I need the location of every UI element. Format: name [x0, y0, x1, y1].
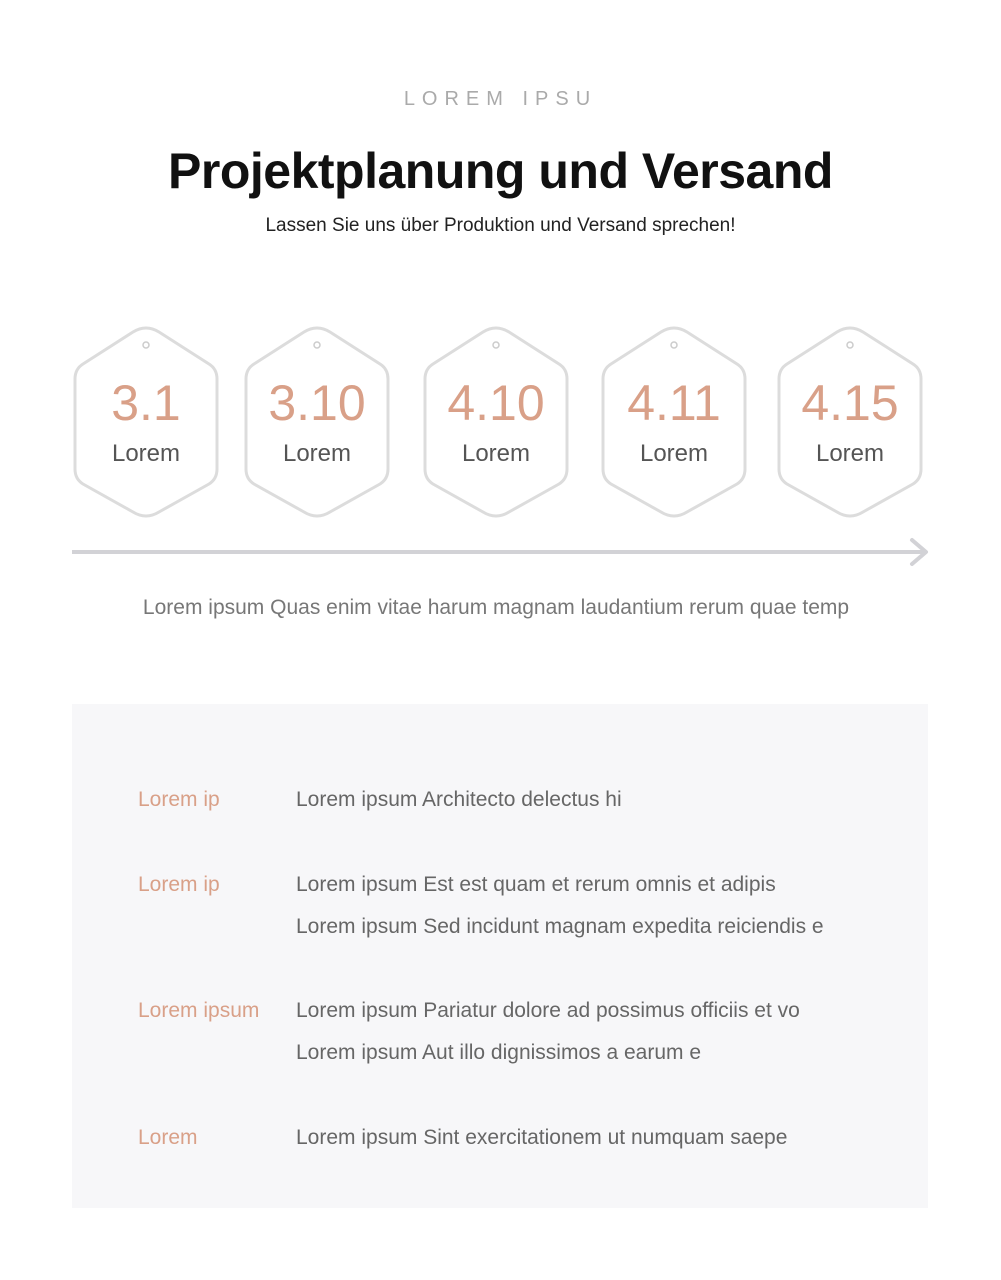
detail-key: Lorem ip — [138, 788, 220, 811]
milestone-hexagon — [242, 322, 392, 520]
milestone-date: 4.10 — [447, 375, 545, 431]
timeline-caption: Lorem ipsum Quas enim vitae harum magnam laudantium rerum quae temp — [142, 596, 850, 619]
detail-key: Lorem ipsum — [138, 999, 260, 1022]
milestone-date: 4.11 — [627, 375, 721, 431]
detail-key: Lorem ip — [138, 873, 220, 896]
page-subtitle: Lassen Sie uns über Produktion und Versand sprechen! — [265, 215, 736, 236]
detail-value: Lorem ipsum Sint exercitationem ut numquam saepe — [296, 1126, 788, 1149]
milestone-hexagon — [599, 322, 749, 520]
milestone-date: 3.1 — [111, 375, 181, 431]
detail-value: Lorem ipsum Pariatur dolore ad possimus officiis et vo — [296, 999, 800, 1022]
detail-key: Lorem — [138, 1126, 198, 1149]
milestone-hexagon — [775, 322, 925, 520]
detail-value: Lorem ipsum Aut illo dignissimos a earum e — [296, 1041, 702, 1064]
milestone-label: Lorem — [461, 440, 531, 467]
milestone-timeline — [0, 322, 1001, 522]
milestone-hexagon — [421, 322, 571, 520]
page-title: Projektplanung und Versand — [168, 143, 833, 199]
milestone-label: Lorem — [282, 440, 352, 467]
milestone-date: 3.10 — [268, 375, 366, 431]
detail-value: Lorem ipsum Architecto delectus hi — [296, 788, 622, 811]
milestone-date: 4.15 — [801, 375, 899, 431]
details-panel — [72, 704, 928, 1208]
detail-value: Lorem ipsum Sed incidunt magnam expedita reiciendis e — [296, 915, 824, 938]
timeline-arrow-icon — [72, 536, 934, 570]
eyebrow-label: LOREM IPSU — [403, 88, 598, 110]
detail-value: Lorem ipsum Est est quam et rerum omnis et adipis — [296, 873, 776, 896]
milestone-hexagon — [71, 322, 221, 520]
milestone-label: Lorem — [639, 440, 709, 467]
milestone-label: Lorem — [815, 440, 885, 467]
milestone-label: Lorem — [111, 440, 181, 467]
